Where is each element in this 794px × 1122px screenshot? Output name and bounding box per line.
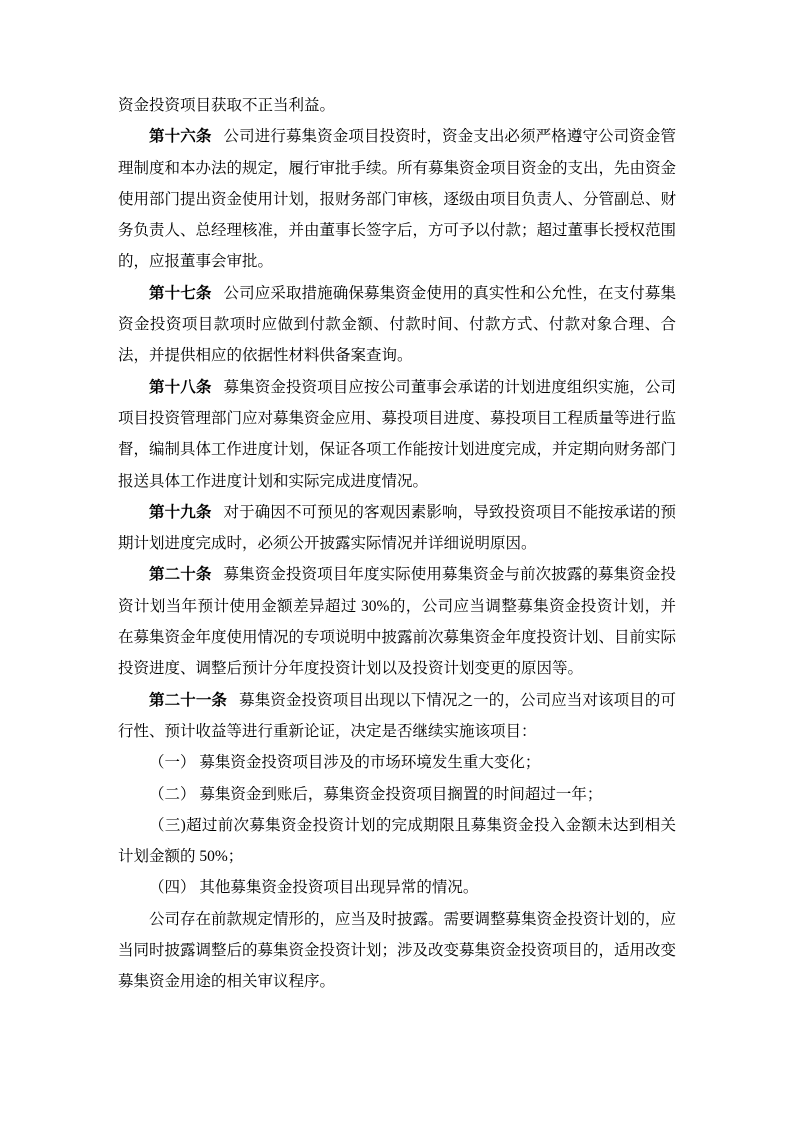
- article-number: 第二十一条: [149, 691, 228, 709]
- list-item: [118, 779, 676, 810]
- paragraph-text: 募集资金投资项目年度实际使用募集资金与前次披露的募集资金投资计划当年预计使用金额差异超过 30%的，公司应当调整募集资金投资计划，并在募集资金年度使用情况的专项说明中披露前次募集资金年度投资计划、目前实际投资进度、调整后预计分年度投资计划以及投资计划变更的原因等。: [118, 566, 677, 678]
- paragraph-text: 对于确因不可预见的客观因素影响，导致投资项目不能按承诺的预期计划进度完成时，必须公开披露实际情况并详细说明原因。: [118, 503, 676, 553]
- document-body: [118, 90, 676, 998]
- paragraph-text: 公司进行募集资金项目投资时，资金支出必须严格遵守公司资金管理制度和本办法的规定，履行审批手续。所有募集资金项目资金的支出，先由资金使用部门提出资金使用计划，报财务部门审核，逐级由项目负责人、分管副总、财务负责人、总经理核准，并由董事长签字后，方可予以付款；超过董事长授权范围的，应报董事会审批。: [118, 128, 677, 271]
- paragraph-text: 募集资金投资项目出现以下情况之一的，公司应当对该项目的可行性、预计收益等进行重新论证，决定是否继续实施该项目：: [118, 691, 676, 740]
- article-paragraph: [118, 121, 676, 277]
- article-number: 第十九条: [149, 503, 212, 521]
- paragraph-text: （一） 募集资金投资项目涉及的市场环境发生重大变化；: [149, 754, 541, 772]
- article-number: 第十八条: [149, 378, 212, 396]
- continuation-paragraph: [118, 90, 676, 121]
- paragraph-text: 公司存在前款规定情形的，应当及时披露。需要调整募集资金投资计划的，应当同时披露调整后的募集资金投资计划；涉及改变募集资金投资项目的，适用改变募集资金用途的相关审议程序。: [118, 910, 677, 991]
- article-paragraph: [118, 372, 676, 497]
- paragraph-text: （二） 募集资金到账后，募集资金投资项目搁置的时间超过一年；: [149, 785, 603, 803]
- article-paragraph: [118, 497, 676, 560]
- article-number: 第十七条: [149, 284, 212, 302]
- paragraph-text: （四） 其他募集资金投资项目出现异常的情况。: [149, 879, 479, 897]
- article-number: 第二十条: [149, 566, 212, 584]
- paragraph-text: 募集资金投资项目应按公司董事会承诺的计划进度组织实施，公司项目投资管理部门应对募集资金应用、募投项目进度、募投项目工程质量等进行监督，编制具体工作进度计划，保证各项工作能按计划进度完成，并定期向财务部门报送具体工作进度计划和实际完成进度情况。: [118, 378, 677, 490]
- article-paragraph: [118, 278, 676, 372]
- list-item: [118, 810, 676, 873]
- list-item: [118, 747, 676, 778]
- article-number: 第十六条: [149, 128, 212, 146]
- body-paragraph: [118, 904, 676, 998]
- paragraph-text: 资金投资项目获取不正当利益。: [118, 97, 336, 114]
- paragraph-text: 公司应采取措施确保募集资金使用的真实性和公允性，在支付募集资金投资项目款项时应做到付款金额、付款时间、付款方式、付款对象合理、合法，并提供相应的依据性材料供备案查询。: [118, 284, 676, 365]
- paragraph-text: （三)超过前次募集资金投资计划的完成期限且募集资金投入金额未达到相关计划金额的 50%；: [118, 816, 676, 866]
- list-item: [118, 872, 676, 903]
- article-paragraph: [118, 685, 676, 748]
- article-paragraph: [118, 559, 676, 684]
